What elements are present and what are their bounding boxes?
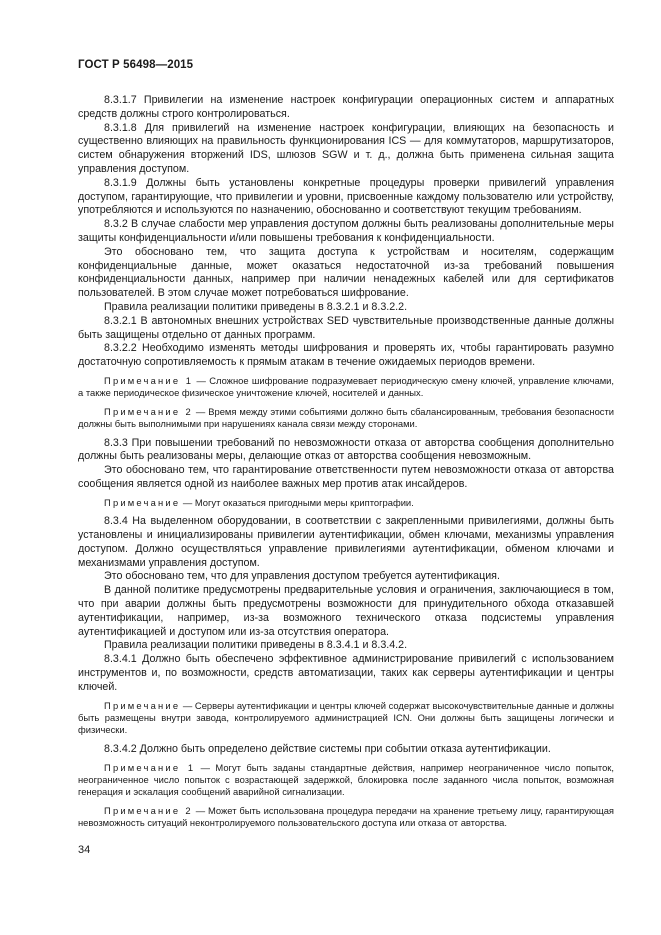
paragraph-8-3-1-7: 8.3.1.7 Привилегии на изменение настроек конфигурации операционных систем и аппаратных средств должны строго контролироваться. bbox=[78, 94, 614, 120]
note-text: — Время между этими событиями должно быть сбалансированным, требования безопасности должны быть выполнимыми при нарушениях канала связи между сторонами. bbox=[78, 405, 614, 430]
paragraph-rationale-8-3-2: Это обосновано тем, что защита доступа к устройствам и носителям, содержащим конфиденциальные данные, может оказаться недостаточной из-за требований повышения конфиденциальности данных, например при наличии ненадежных кабелей или для сертификатов пользователей. В этом случае может потребоваться шифрование. bbox=[78, 245, 614, 300]
note-label: Примечание bbox=[104, 699, 181, 711]
paragraph-constraints-8-3-4: В данной политике предусмотрены предварительные условия и ограничения, заключающиеся в том, что при аварии должны быть предусмотрены возможности для принудительного обхода отказавшей аутентификации, например, из-за возможного технического отказа подсистемы управления аутентификацией и доступом или из-за отсутствия оператора. bbox=[78, 584, 614, 638]
standard-header: ГОСТ Р 56498—2015 bbox=[78, 59, 194, 71]
note-auth-servers bbox=[78, 700, 614, 737]
paragraph-8-3-1-9: 8.3.1.9 Должны быть установлены конкретные процедуры проверки привилегий управления доступом, гарантирующие, что привилегии и уровни, присвоенные каждому пользователю или устройству, употребляются и используются по назначению, обоснованно и соответствуют текущим требованиям. bbox=[78, 176, 614, 217]
note-1-encryption bbox=[78, 375, 614, 400]
note-text: — Может быть использована процедура передачи на хранение третьему лицу, гарантирующая невозможность ситуаций неконтролируемого пользовательского доступа или отказа от авторства. bbox=[78, 804, 615, 829]
note-text: — Серверы аутентификации и центры ключей содержат высокочувствительные данные и должны быть размещены внутри завода, контролируемого администрацией ICN. Они должны быть защищены логически и физически. bbox=[78, 699, 614, 736]
paragraph-8-3-1-8: 8.3.1.8 Для привилегий на изменение настроек конфигурации, влияющих на безопасность и существенно влияющих на правильность функционирования ICS — для коммутаторов, маршрутизаторов, систем обнаружения вторжений IDS, шлюзов SGW и т. д., должна быть применена сильная защита управления доступом. bbox=[78, 121, 614, 175]
note-2-encryption bbox=[78, 406, 614, 431]
paragraph-8-3-2-2: 8.3.2.2 Необходимо изменять методы шифрования и проверять их, чтобы гарантировать разумно достаточную сопротивляемость к прямым атакам в течение ожидаемых периодов времени. bbox=[78, 342, 614, 369]
note-label: Примечание bbox=[104, 496, 181, 508]
note-text: — Сложное шифрование подразумевает периодическую смену ключей, управление ключами, а также периодическое физическое уничтожение ключей, носителей и данных. bbox=[78, 374, 614, 399]
page-number: 34 bbox=[78, 844, 91, 856]
note-label: Примечание 2 bbox=[104, 804, 193, 816]
paragraph-rationale-8-3-4: Это обосновано тем, что для управления доступом требуется аутентификация. bbox=[104, 570, 500, 583]
document-body bbox=[78, 94, 614, 836]
note-text: — Могут оказаться пригодными меры криптографии. bbox=[180, 496, 414, 508]
note-1-auth-failure bbox=[78, 762, 614, 799]
note-2-escrow bbox=[78, 805, 614, 830]
note-cryptography bbox=[78, 497, 614, 509]
paragraph-rationale-8-3-3: Это обосновано тем, что гарантирование ответственности путем невозможности отказа от авторства сообщения является одной из наиболее важных мер против атак инсайдеров. bbox=[78, 464, 614, 490]
paragraph-rules-8-3-2: Правила реализации политики приведены в 8.3.2.1 и 8.3.2.2. bbox=[104, 300, 408, 313]
paragraph-8-3-3: 8.3.3 При повышении требований по невозможности отказа от авторства сообщения дополнительно должны быть реализованы меры, делающие отказ от авторства сообщения невозможным. bbox=[78, 436, 614, 463]
paragraph-8-3-2: 8.3.2 В случае слабости мер управления доступом должны быть реализованы дополнительные меры защиты конфиденциальности и/или повышены требования к конфиденциальности. bbox=[78, 218, 614, 244]
note-label: Примечание 1 bbox=[104, 374, 194, 386]
paragraph-rules-8-3-4: Правила реализации политики приведены в 8.3.4.1 и 8.3.4.2. bbox=[104, 639, 408, 652]
paragraph-8-3-4-1: 8.3.4.1 Должно быть обеспечено эффективное администрирование привилегий с использованием инструментов и, по возможности, средств автоматизации, таких как серверы аутентификации и центры ключей. bbox=[78, 653, 614, 693]
paragraph-8-3-4-2: 8.3.4.2 Должно быть определено действие системы при событии отказа аутентификации. bbox=[104, 742, 551, 755]
note-label: Примечание 1 bbox=[104, 761, 196, 773]
paragraph-8-3-2-1: 8.3.2.1 В автономных внешних устройствах SED чувствительные производственные данные должны быть защищены отдельно от данных программ. bbox=[78, 314, 614, 341]
paragraph-8-3-4: 8.3.4 На выделенном оборудовании, в соответствии с закрепленными привилегиями, должны быть установлены и инициализированы привилегии аутентификации, обмен ключами, механизмы управления доступом. Должно осуществляться управление привилегиями аутентификации, обменом ключами и механизмами управления доступом. bbox=[78, 515, 614, 569]
note-text: — Могут быть заданы стандартные действия, например неограниченное число попыток, неограниченное число попыток с возрастающей задержкой, блокировка после заданного числа попыток, возможная генерация и эскалация сообщений аварийной сигнализации. bbox=[78, 761, 614, 798]
note-label: Примечание 2 bbox=[104, 405, 193, 417]
